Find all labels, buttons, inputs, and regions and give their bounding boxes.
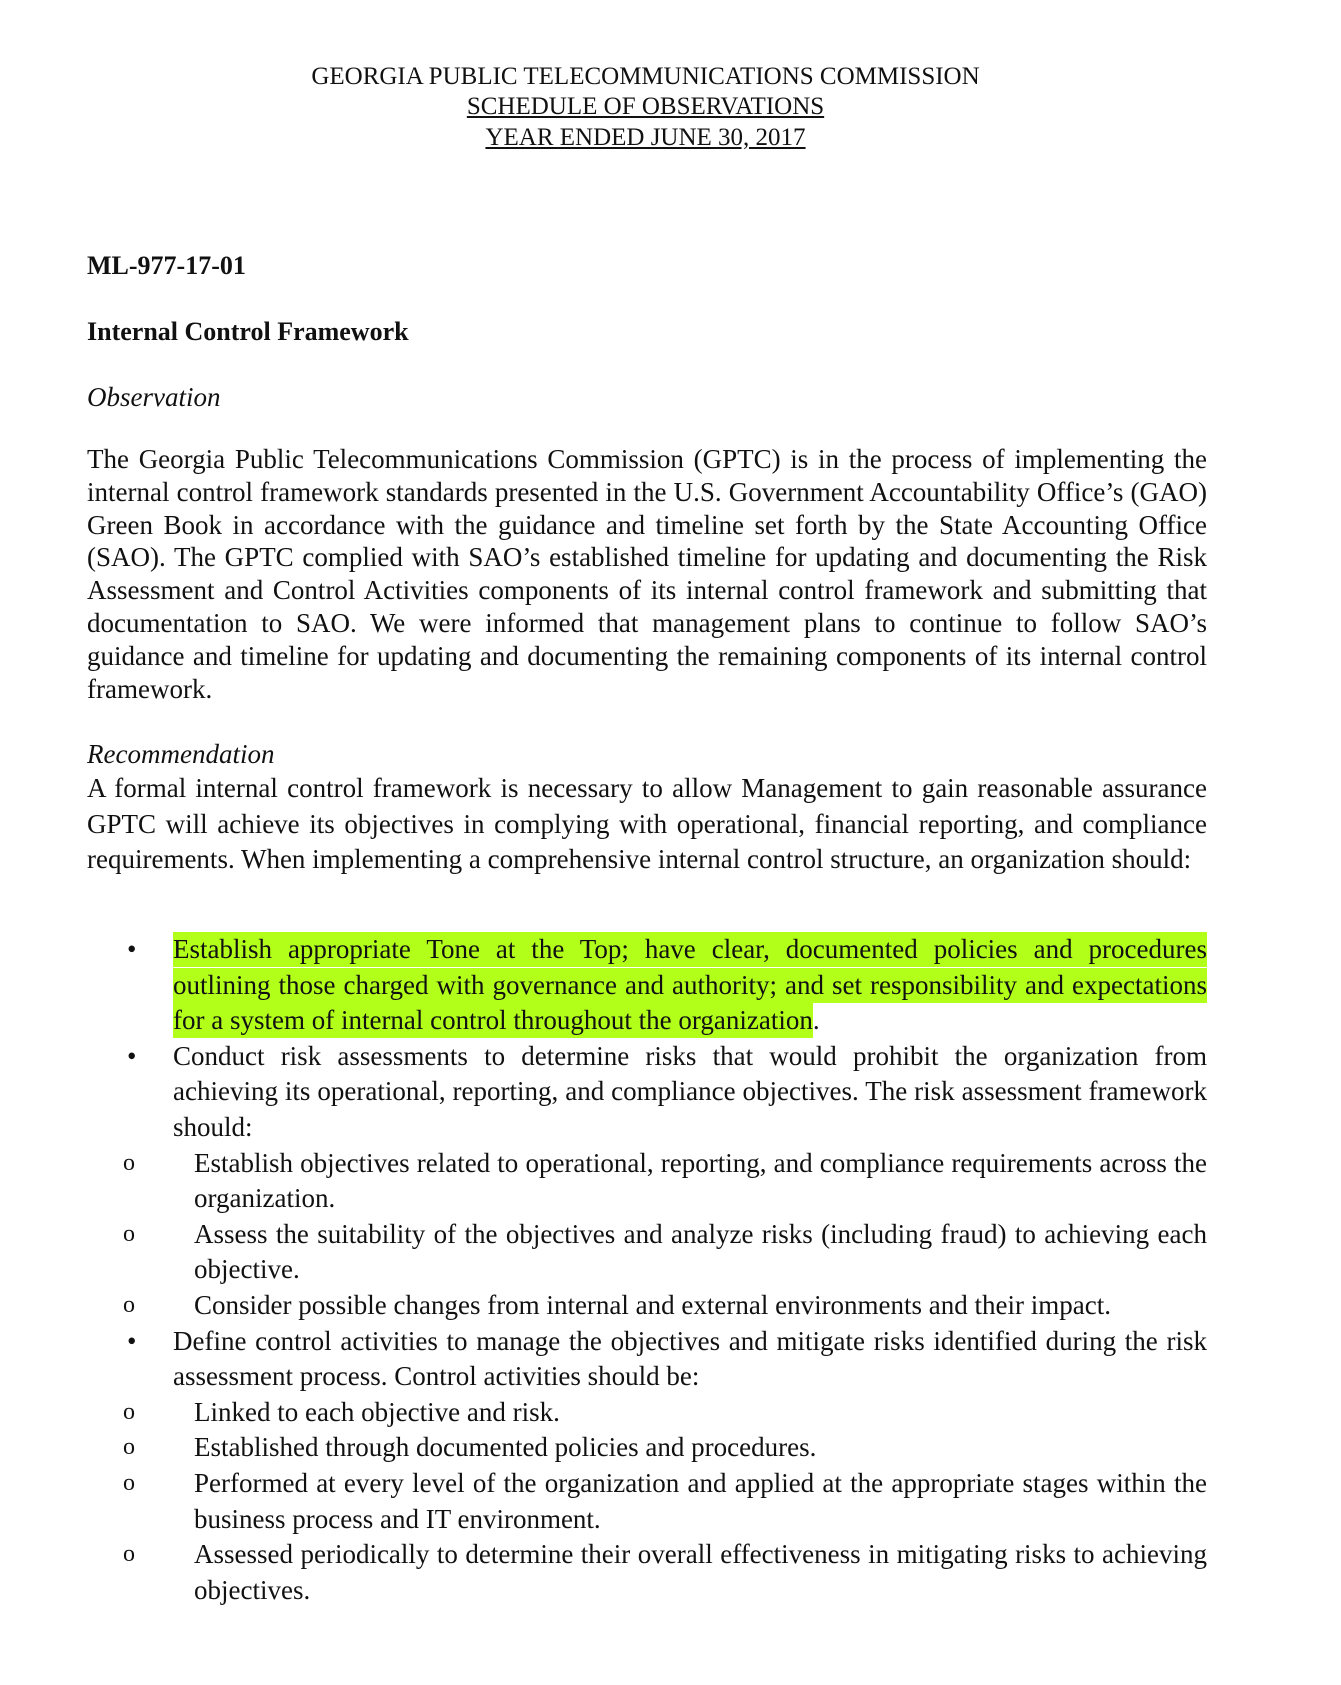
list-item-trailing-punctuation: .	[812, 1005, 820, 1036]
sub-item-text: Consider possible changes from internal and external environments and their impact.	[194, 1289, 1111, 1320]
sub-list-item	[123, 1395, 1207, 1431]
list-item-control-activities	[87, 1324, 1207, 1395]
sub-item-wrapper	[123, 1466, 1207, 1537]
circle-bullet-icon: o	[123, 1469, 135, 1496]
agency-name-heading: GEORGIA PUBLIC TELECOMMUNICATIONS COMMISSION	[311, 63, 980, 90]
sub-item-text: Performed at every level of the organization and applied at the appropriate stages within the business process and IT environment.	[194, 1467, 1207, 1534]
sub-list-item	[123, 1288, 1207, 1324]
circle-bullet-icon: o	[123, 1291, 135, 1318]
list-item-text: Define control activities to manage the objectives and mitigate risks identified during the risk assessment process. Control activities should be:	[173, 1325, 1207, 1392]
sub-item-wrapper	[123, 1217, 1207, 1288]
highlighted-text: Establish appropriate Tone at the Top; have clear, documented policies and procedures outlining those charged with governance and authority; and set responsibility and expectations for a system of internal control throughout the organization	[173, 932, 1207, 1038]
circle-bullet-icon: o	[123, 1434, 135, 1461]
sub-item-wrapper	[123, 1395, 1207, 1431]
sub-list-item	[123, 1146, 1207, 1217]
sub-item-wrapper	[123, 1288, 1207, 1324]
sub-list-item	[123, 1466, 1207, 1537]
sub-item-wrapper	[123, 1537, 1207, 1608]
bullet-icon: •	[127, 934, 137, 964]
observation-paragraph: The Georgia Public Telecommunications Commission (GPTC) is in the process of implementing the internal control framework standards presented in the U.S. Government Accountability Office’s (GAO) Green Book in accordance with the guidance and timeline set forth by the State Accounting Office (SAO). The GPTC complied with SAO’s established timeline for updating and documenting the Risk Assessment and Control Activities components of its internal control framework and submitting that documentation to SAO. We were informed that management plans to continue to follow SAO’s guidance and timeline for updating and documenting the remaining components of its internal control framework.	[87, 444, 1207, 704]
finding-title: Internal Control Framework	[87, 317, 409, 346]
bullet-icon: •	[127, 1040, 137, 1071]
sub-item-text: Established through documented policies and procedures.	[194, 1432, 817, 1463]
circle-bullet-icon: o	[123, 1398, 135, 1425]
sub-list-item	[123, 1537, 1207, 1608]
list-item-tone-at-top	[87, 932, 1207, 1039]
recommendation-label: Recommendation	[87, 739, 275, 769]
sub-item-text: Assessed periodically to determine their overall effectiveness in mitigating risks to achieving objectives.	[194, 1539, 1207, 1605]
sub-item-text: Linked to each objective and risk.	[194, 1396, 560, 1427]
list-item-text: Conduct risk assessments to determine risks that would prohibit the organization from achieving its operational, reporting, and compliance objectives. The risk assessment framework should:	[173, 1040, 1207, 1142]
list-item-risk-assessment	[87, 1039, 1207, 1146]
recommendation-paragraph: A formal internal control framework is necessary to allow Management to gain reasonable assurance GPTC will achieve its objectives in complying with operational, financial reporting, and compliance requirements. When implementing a comprehensive internal control structure, an organization should:	[87, 773, 1207, 874]
finding-id: ML-977-17-01	[87, 251, 246, 280]
circle-bullet-icon: o	[123, 1220, 135, 1247]
recommendation-list	[87, 932, 1207, 1608]
sub-item-wrapper	[123, 1146, 1207, 1217]
observation-label: Observation	[87, 382, 221, 412]
sub-item-text: Establish objectives related to operational, reporting, and compliance requirements across the organization.	[194, 1147, 1207, 1214]
bullet-icon: •	[127, 1325, 137, 1356]
schedule-title-heading: SCHEDULE OF OBSERVATIONS	[466, 93, 825, 120]
circle-bullet-icon: o	[123, 1541, 135, 1568]
sub-item-wrapper	[123, 1430, 1207, 1466]
sub-list-item	[123, 1217, 1207, 1288]
sub-item-text: Assess the suitability of the objectives and analyze risks (including fraud) to achieving each objective.	[194, 1218, 1207, 1285]
sub-list-item	[123, 1430, 1207, 1466]
circle-bullet-icon: o	[123, 1149, 135, 1176]
period-heading: YEAR ENDED JUNE 30, 2017	[485, 124, 806, 151]
